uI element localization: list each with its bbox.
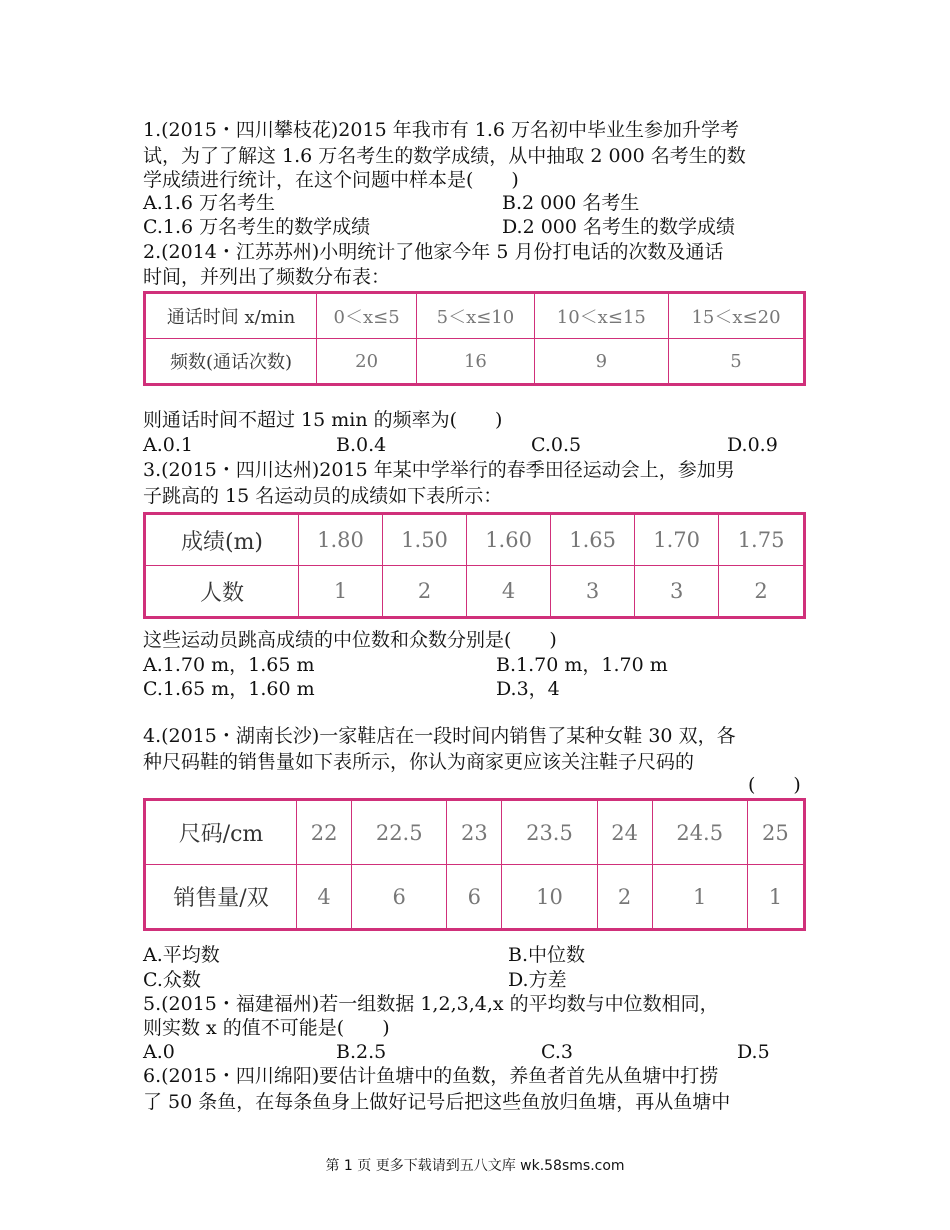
q4-answer-bracket: ( ) (748, 774, 801, 796)
q4-header-cell: 24.5 (652, 800, 747, 865)
q1-line-2: 试，为了了解这 1.6 万名考生的数学成绩，从中抽取 2 000 名考生的数 (143, 145, 746, 167)
q4-header-cell: 25 (747, 800, 804, 865)
q4-header-cell: 22 (297, 800, 352, 865)
q1-option-a: A.1.6 万名考生 (143, 192, 276, 214)
q3-row-cell: 2 (383, 566, 467, 618)
q2-row-cell: 5 (669, 339, 805, 385)
q3-score-table (143, 512, 806, 619)
q2-option-a: A.0.1 (143, 434, 193, 456)
q1-option-b: B.2 000 名考生 (502, 192, 640, 214)
q3-header-cell: 1.60 (467, 514, 551, 566)
q3-option-d: D.3，4 (496, 678, 560, 700)
q4-header-cell: 尺码/cm (145, 800, 297, 865)
q3-row-cell: 人数 (145, 566, 299, 618)
q2-line-2: 时间，并列出了频数分布表： (143, 266, 391, 288)
q2-option-b: B.0.4 (336, 434, 387, 456)
q3-row-cell: 3 (551, 566, 635, 618)
q4-option-c: C.众数 (143, 969, 201, 991)
q4-header-cell: 23.5 (502, 800, 597, 865)
q3-question: 这些运动员跳高成绩的中位数和众数分别是( ) (143, 629, 557, 651)
q2-row-cell: 9 (534, 339, 668, 385)
q4-row-cell: 1 (747, 865, 804, 930)
page-footer: 第 1 页 更多下载请到五八文库 wk.58sms.com (325, 1158, 625, 1174)
q3-header-cell: 1.50 (383, 514, 467, 566)
q4-size-table (143, 798, 806, 931)
q3-row-cell: 1 (299, 566, 383, 618)
q2-row-cell: 16 (417, 339, 534, 385)
q4-row-cell: 1 (652, 865, 747, 930)
q2-row-cell: 频数(通话次数) (145, 339, 317, 385)
q2-option-c: C.0.5 (531, 434, 582, 456)
q5-option-d: D.5 (737, 1041, 770, 1063)
q2-header-cell: 0＜x≤5 (317, 293, 417, 339)
q3-header-cell: 1.75 (719, 514, 805, 566)
q3-header-cell: 1.80 (299, 514, 383, 566)
q4-line-1: 4.(2015・湖南长沙)一家鞋店在一段时间内销售了某种女鞋 30 双，各 (143, 725, 736, 747)
q6-line-1: 6.(2015・四川绵阳)要估计鱼塘中的鱼数，养鱼者首先从鱼塘中打捞 (143, 1065, 719, 1087)
q2-header-cell: 5＜x≤10 (417, 293, 534, 339)
q4-line-2: 种尺码鞋的销售量如下表所示，你认为商家更应该关注鞋子尺码的 (143, 751, 695, 773)
q3-header-cell: 1.70 (635, 514, 719, 566)
q2-question: 则通话时间不超过 15 min 的频率为( ) (143, 409, 503, 431)
q2-row-cell: 20 (317, 339, 417, 385)
q4-option-d: D.方差 (508, 969, 567, 991)
q2-line-1: 2.(2014・江苏苏州)小明统计了他家今年 5 月份打电话的次数及通话 (143, 241, 724, 263)
q3-option-a: A.1.70 m，1.65 m (143, 654, 315, 676)
q4-header-cell: 22.5 (352, 800, 447, 865)
q5-option-c: C.3 (541, 1041, 573, 1063)
q3-line-2: 子跳高的 15 名运动员的成绩如下表所示： (143, 485, 503, 507)
q3-row-cell: 4 (467, 566, 551, 618)
q2-header-cell: 15＜x≤20 (669, 293, 805, 339)
q4-row-cell: 6 (447, 865, 502, 930)
q3-option-b: B.1.70 m，1.70 m (496, 654, 668, 676)
q2-header-cell: 10＜x≤15 (534, 293, 668, 339)
q3-line-1: 3.(2015・四川达州)2015 年某中学举行的春季田径运动会上，参加男 (143, 459, 735, 481)
q5-option-b: B.2.5 (336, 1041, 387, 1063)
q4-row-cell: 销售量/双 (145, 865, 297, 930)
q4-header-cell: 23 (447, 800, 502, 865)
q2-option-d: D.0.9 (727, 434, 778, 456)
q4-row-cell: 10 (502, 865, 597, 930)
q2-header-cell: 通话时间 x/min (145, 293, 317, 339)
q3-header-cell: 1.65 (551, 514, 635, 566)
q6-line-2: 了 50 条鱼，在每条鱼身上做好记号后把这些鱼放归鱼塘，再从鱼塘中 (143, 1091, 731, 1113)
q5-option-a: A.0 (143, 1041, 175, 1063)
q3-row-cell: 3 (635, 566, 719, 618)
q2-frequency-table (143, 291, 806, 386)
q3-option-c: C.1.65 m，1.60 m (143, 678, 315, 700)
q4-row-cell: 2 (597, 865, 652, 930)
q1-option-c: C.1.6 万名考生的数学成绩 (143, 216, 371, 238)
q5-line-1: 5.(2015・福建福州)若一组数据 1,2,3,4,x 的平均数与中位数相同， (143, 993, 719, 1015)
q4-row-cell: 4 (297, 865, 352, 930)
q3-header-cell: 成绩(m) (145, 514, 299, 566)
q1-option-d: D.2 000 名考生的数学成绩 (502, 216, 736, 238)
q4-header-cell: 24 (597, 800, 652, 865)
q1-line-1: 1.(2015・四川攀枝花)2015 年我市有 1.6 万名初中毕业生参加升学考 (143, 119, 739, 141)
q4-option-b: B.中位数 (508, 944, 586, 966)
q3-row-cell: 2 (719, 566, 805, 618)
q4-option-a: A.平均数 (143, 944, 220, 966)
q1-line-3: 学成绩进行统计，在这个问题中样本是( ) (143, 169, 519, 191)
q5-line-2: 则实数 x 的值不可能是( ) (143, 1017, 390, 1039)
q4-row-cell: 6 (352, 865, 447, 930)
